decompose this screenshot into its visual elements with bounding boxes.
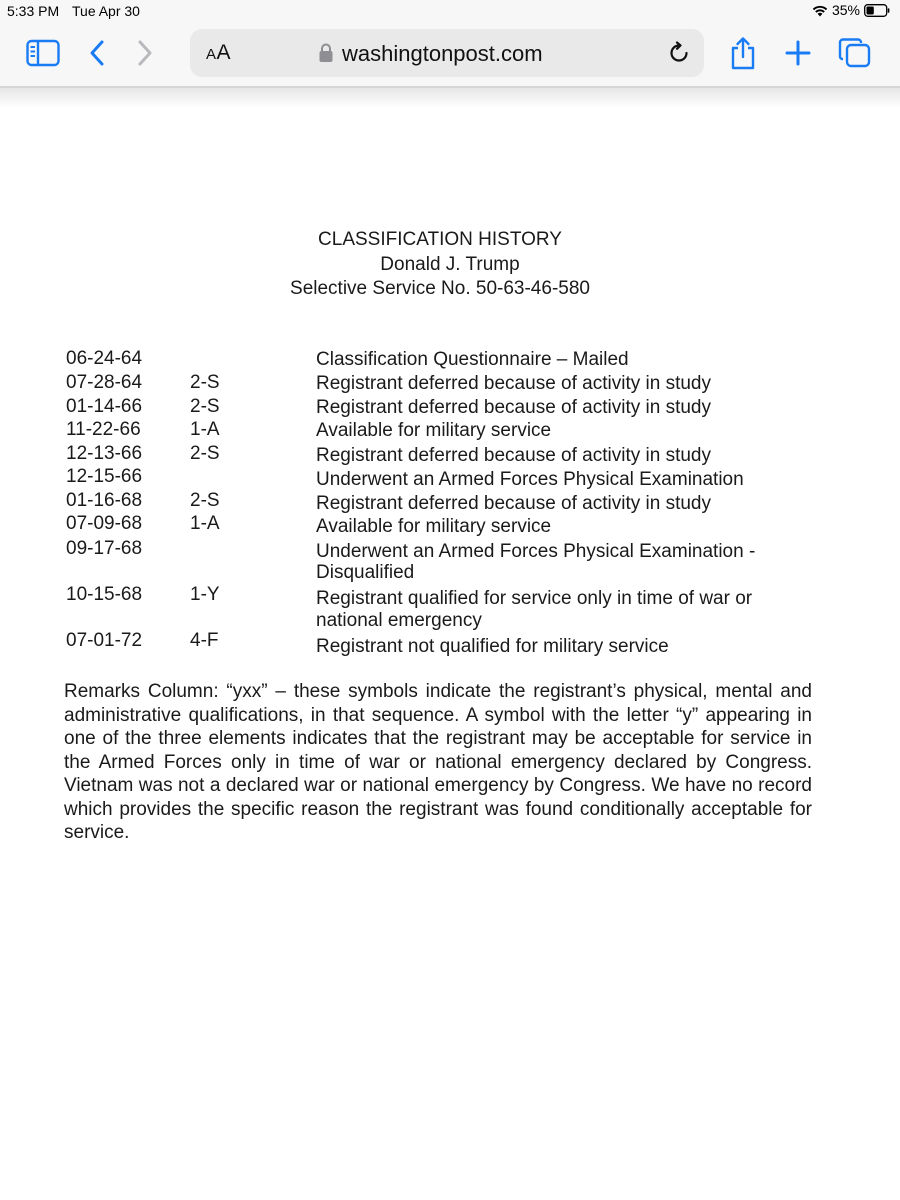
row-class: 4-F [190,630,219,651]
row-description-cont: national emergency [316,610,482,631]
sidebar-icon [26,39,60,67]
row-date: 07-09-68 [66,513,143,534]
selective-service-number: Selective Service No. 50-63-46-580 [290,278,590,299]
share-button[interactable] [726,36,760,70]
wifi-icon [812,4,828,17]
status-time: 5:33 PM [7,3,60,19]
new-tab-icon [785,40,811,66]
row-class: 1-A [190,419,220,440]
row-description: Underwent an Armed Forces Physical Examination - [316,541,756,562]
row-class: 1-Y [190,584,220,605]
row-description: Registrant qualified for service only in time of war or [316,588,753,609]
url-text[interactable]: washingtonpost.com [342,41,543,66]
row-class: 2-S [190,372,220,393]
row-description: Available for military service [316,516,552,537]
row-description-cont: Disqualified [316,562,415,583]
row-description: Registrant deferred because of activity in study [316,373,711,394]
row-date: 12-13-66 [66,443,143,464]
registrant-name: Donald J. Trump [380,254,520,275]
row-class: 2-S [190,396,220,417]
row-date: 07-01-72 [66,630,143,651]
row-date: 11-22-66 [66,419,141,440]
forward-icon [136,39,154,67]
address-bar[interactable] [190,29,704,77]
battery-icon [864,4,890,17]
reload-icon [667,41,691,65]
remarks-paragraph: Remarks Column: “yxx” – these symbols indicate the registrant’s physical, mental and administrative qualifications, in that sequence. A symbol with the letter “y” appearing in one of the three elements indicates that the registrant may be acceptable for service in the Armed Forces only in time of war or national emergency declared by Congress. Vietnam was not a declared war or national emergency by Congress. We have no record which provides the specific reason the registrant was found conditionally acceptable for service. [64,681,812,843]
row-description: Classification Questionnaire – Mailed [316,349,629,370]
reload-button[interactable] [662,36,696,70]
tabs-overview-button[interactable] [838,36,872,70]
text-size-small-label: A [206,46,217,63]
row-date: 06-24-64 [66,348,143,369]
row-description: Available for military service [316,420,552,441]
row-class: 1-A [190,513,220,534]
sidebar-button[interactable] [26,36,60,70]
row-description: Registrant not qualified for military service [316,636,669,657]
text-size-button[interactable] [206,41,231,65]
row-class: 2-S [190,443,220,464]
status-bar [0,0,900,22]
page-top-shadow [0,88,900,108]
document-page [0,108,900,1200]
row-description: Underwent an Armed Forces Physical Examination [316,469,744,490]
status-date: Tue Apr 30 [72,3,140,19]
text-size-big-label: A [216,41,232,64]
back-button[interactable] [80,36,114,70]
row-date: 12-15-66 [66,466,143,487]
battery-percent: 35% [831,2,860,18]
row-description: Registrant deferred because of activity in study [316,493,711,514]
row-description: Registrant deferred because of activity in study [316,397,711,418]
document-title: CLASSIFICATION HISTORY [318,229,562,250]
status-indicators [812,2,890,18]
row-class: 2-S [190,490,220,511]
lock-icon [318,43,334,68]
forward-button[interactable] [128,36,162,70]
row-date: 09-17-68 [66,538,143,559]
row-date: 01-16-68 [66,490,143,511]
row-date: 10-15-68 [66,584,143,605]
tabs-icon [838,37,872,69]
share-icon [729,36,757,70]
row-description: Registrant deferred because of activity in study [316,445,711,466]
new-tab-button[interactable] [781,36,815,70]
back-icon [88,39,106,67]
row-date: 07-28-64 [66,372,143,393]
browser-toolbar [0,22,900,86]
row-date: 01-14-66 [66,396,143,417]
